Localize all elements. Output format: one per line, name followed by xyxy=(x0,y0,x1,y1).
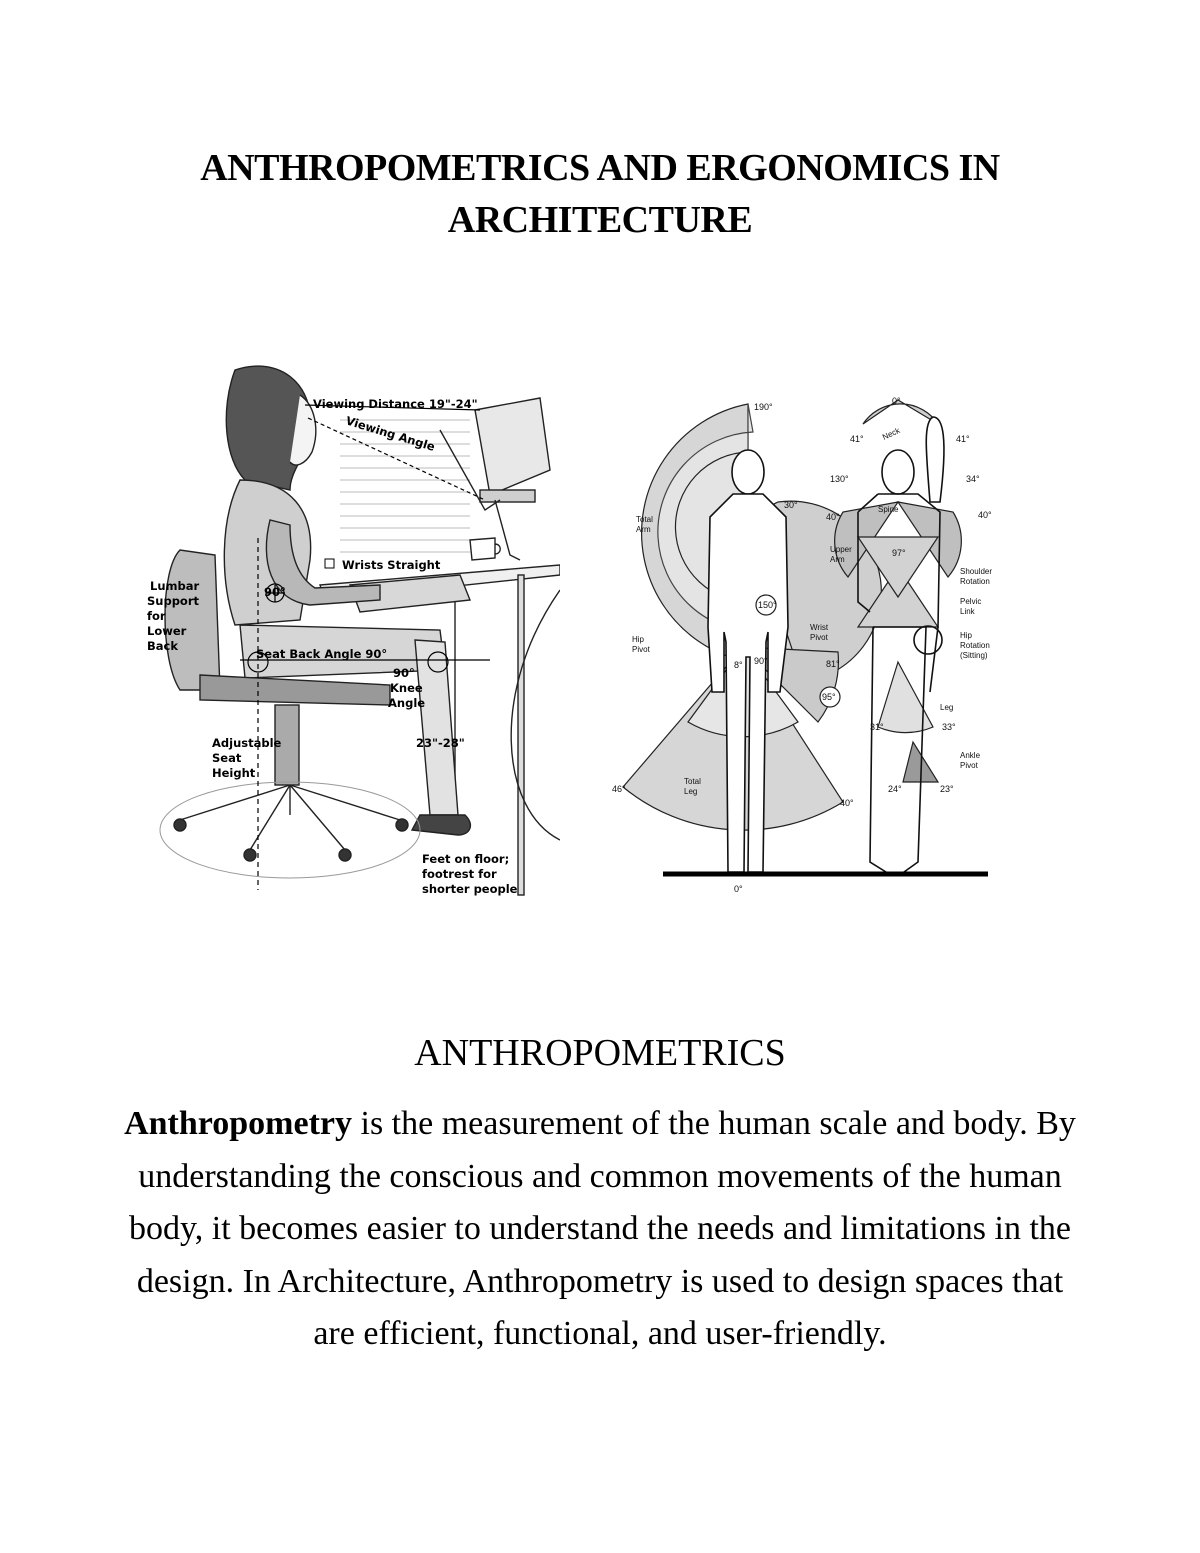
label-viewing-angle: Viewing Angle xyxy=(344,413,437,454)
label-viewing-distance: Viewing Distance 19"-24" xyxy=(313,397,478,411)
label-knee-1: 90° xyxy=(393,666,415,680)
label-feet-3: shorter people xyxy=(422,882,518,896)
label-hip-pivot-1: Hip xyxy=(632,635,645,644)
label-shoulder-2: Rotation xyxy=(960,577,990,586)
label-130: 130° xyxy=(830,474,849,484)
label-feet-1: Feet on floor; xyxy=(422,852,510,866)
label-wrists-straight: Wrists Straight xyxy=(342,558,441,572)
label-97: 97° xyxy=(892,548,906,558)
document-title xyxy=(0,142,1200,246)
label-neck: Neck xyxy=(881,425,902,442)
label-23: 23° xyxy=(940,784,954,794)
label-33: 33° xyxy=(942,722,956,732)
title-line-2: ARCHITECTURE xyxy=(447,199,753,241)
label-hip-rot-3: (Sitting) xyxy=(960,651,988,660)
label-upper-arm-1: Upper xyxy=(830,545,852,554)
label-total-leg-2: Leg xyxy=(684,787,698,796)
label-95: 95° xyxy=(822,692,836,702)
label-wrist-pivot-2: Pivot xyxy=(810,633,828,642)
seated-ergonomics-illustration xyxy=(140,360,560,900)
label-40-left: 40° xyxy=(826,512,840,522)
label-lumbar-2: Support xyxy=(147,594,200,608)
label-knee-2: Knee xyxy=(390,681,423,695)
label-40-right: 40° xyxy=(978,510,992,520)
label-wrist-pivot-1: Wrist xyxy=(810,623,829,632)
label-total-arm-2: Arm xyxy=(636,525,651,534)
coffee-mug xyxy=(470,538,500,560)
label-40-leg: 40° xyxy=(840,798,854,808)
label-thigh-height: 23"-28" xyxy=(416,736,465,750)
label-feet-2: footrest for xyxy=(422,867,497,881)
label-lumbar-1: Lumbar xyxy=(150,579,200,593)
label-elbow-angle: 90° xyxy=(264,585,286,599)
label-150: 150° xyxy=(758,600,777,610)
label-31: 31° xyxy=(870,722,884,732)
body-paragraph xyxy=(120,1098,1080,1361)
range-of-motion-diagram xyxy=(608,392,1000,897)
label-seat-2: Seat xyxy=(212,751,242,765)
label-total-leg-1: Total xyxy=(684,777,701,786)
label-lumbar-4: Lower xyxy=(147,624,187,638)
paragraph-text: is the measurement of the human scale and body. By understanding the conscious and common movements of the human body, it becomes easier to understand the needs and limitations in the design. In Architecture, Anthropometry is used to design spaces that are efficient, functional, and user-friendly. xyxy=(128,1105,1076,1352)
label-pelvic-1: Pelvic xyxy=(960,597,982,606)
side-standing-figure xyxy=(858,417,944,872)
label-ankle-2: Pivot xyxy=(960,761,978,770)
label-90: 90° xyxy=(754,656,768,666)
section-heading: ANTHROPOMETRICS xyxy=(414,1032,786,1074)
label-0-top: 0° xyxy=(892,396,901,406)
label-46: 46° xyxy=(612,784,626,794)
label-spine: Spine xyxy=(878,505,899,514)
label-24: 24° xyxy=(888,784,902,794)
label-pelvic-2: Link xyxy=(960,607,975,616)
label-seat-back-angle: Seat Back Angle 90° xyxy=(256,647,388,661)
label-41-right: 41° xyxy=(956,434,970,444)
label-ankle-1: Ankle xyxy=(960,751,981,760)
label-34: 34° xyxy=(966,474,980,484)
title-line-1: ANTHROPOMETRICS AND ERGONOMICS IN xyxy=(200,147,1000,189)
label-lumbar-5: Back xyxy=(147,639,178,653)
label-hip-rot-1: Hip xyxy=(960,631,973,640)
label-knee-3: Angle xyxy=(388,696,426,710)
label-hip-pivot-2: Pivot xyxy=(632,645,650,654)
label-190: 190° xyxy=(754,402,773,412)
label-hip-rot-2: Rotation xyxy=(960,641,990,650)
label-leg: Leg xyxy=(940,703,954,712)
label-upper-arm-2: Arm xyxy=(830,555,845,564)
label-total-arm-1: Total xyxy=(636,515,653,524)
label-seat-3: Height xyxy=(212,766,256,780)
computer-monitor xyxy=(440,398,550,560)
label-seat-1: Adjustable xyxy=(212,736,282,750)
label-41-left: 41° xyxy=(850,434,864,444)
label-8: 8° xyxy=(734,660,743,670)
paragraph-term: Anthropometry xyxy=(124,1105,352,1142)
label-lumbar-3: for xyxy=(147,609,166,623)
label-30: 30° xyxy=(784,500,798,510)
label-81: 81° xyxy=(826,659,840,669)
label-shoulder-1: Shoulder xyxy=(960,567,993,576)
label-0-floor: 0° xyxy=(734,884,743,894)
